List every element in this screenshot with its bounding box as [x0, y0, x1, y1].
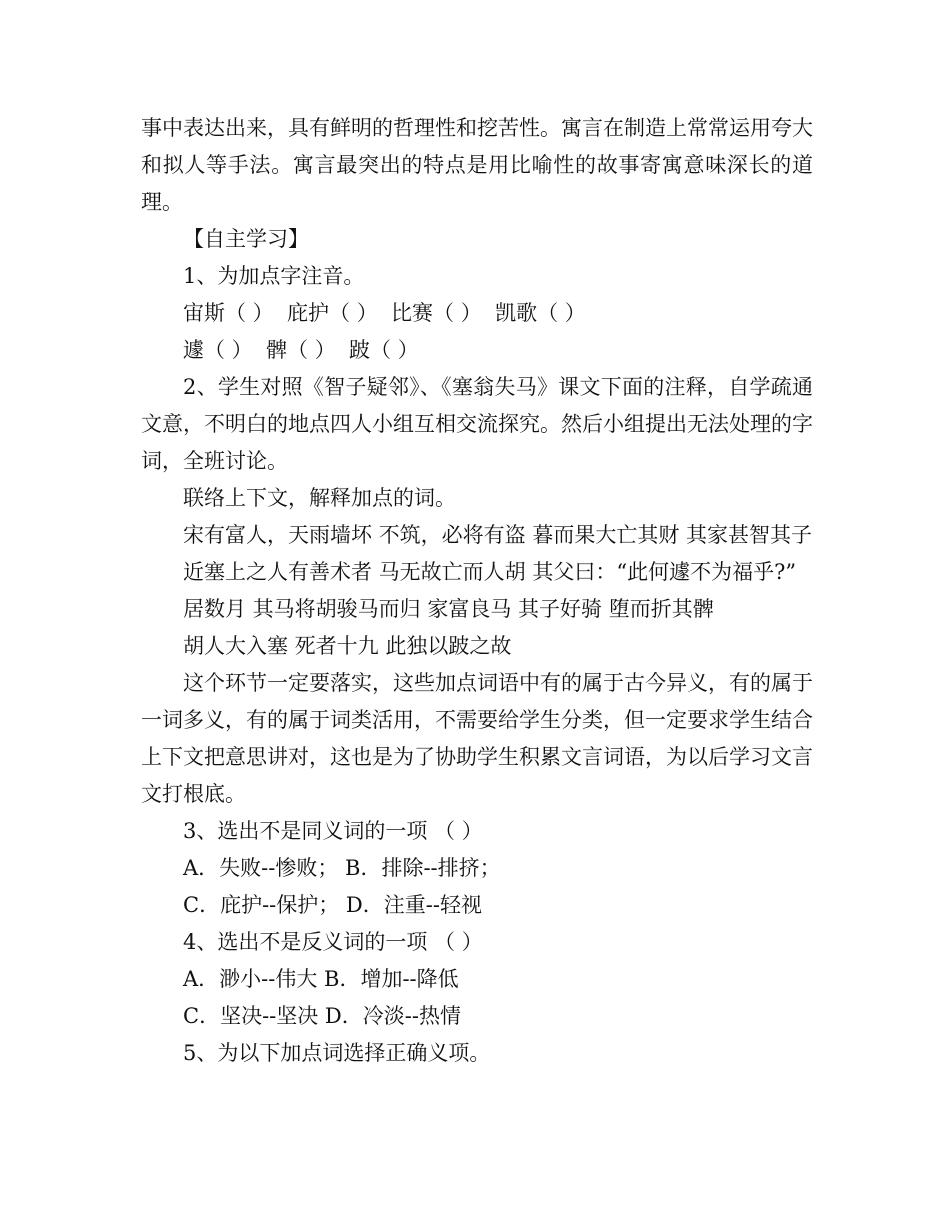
pinyin-line-1: 宙斯（ ） 庇护（ ） 比赛（ ） 凯歌（ ） — [183, 301, 586, 325]
heading-self-study: 【自主学习】 — [183, 227, 309, 251]
question-4: 4、选出不是反义词的一项 （ ） — [183, 930, 483, 954]
sentence-group-1: 宋有富人，天雨墙坏 不筑，必将有盗 暮而果大亡其财 其家甚智其子 — [183, 523, 813, 547]
paragraph-teaching-note: 这个环节一定要落实，这些加点词语中有的属于古今异义，有的属于一词多义，有的属于词类活用，不需要给学生分类，但一定要求学生结合上下文把意思讲对，这也是为了协助学生积累文言词语，为以后学习文言文打根底。 — [141, 671, 813, 806]
question-5: 5、为以下加点词选择正确义项。 — [183, 1041, 491, 1065]
sentence-group-2: 近塞上之人有善术者 马无故亡而人胡 其父曰：“此何遽不为福乎?” — [183, 560, 797, 584]
paragraph-fable-description: 事中表达出来，具有鲜明的哲理性和挖苦性。寓言在制造上常常运用夸大和拟人等手法。寓言最突出的特点是用比喻性的故事寄寓意味深长的道理。 — [141, 116, 813, 214]
question-4-options-ab: A．渺小--伟大 B．增加--降低 — [183, 967, 459, 991]
question-3-options-ab: A．失败--惨败； B．排除--排挤； — [183, 856, 501, 880]
sentence-group-4: 胡人大入塞 死者十九 此独以跛之故 — [183, 634, 512, 658]
question-1: 1、为加点字注音。 — [183, 264, 365, 288]
instruction-explain-words: 联络上下文，解释加点的词。 — [183, 486, 456, 510]
sentence-group-3: 居数月 其马将胡骏马而归 家富良马 其子好骑 堕而折其髀 — [183, 597, 714, 621]
question-2: 2、学生对照《智子疑邻》、《塞翁失马》课文下面的注释，自学疏通文意，不明白的地点四人小组互相交流探究。然后小组提出无法处理的字词，全班讨论。 — [141, 375, 813, 473]
question-3-options-cd: C．庇护--保护； D．注重--轻视 — [183, 893, 482, 917]
document-body — [141, 110, 813, 1072]
question-3: 3、选出不是同义词的一项 （ ） — [183, 819, 483, 843]
pinyin-line-2: 遽（ ） 髀（ ） 跛（ ） — [183, 338, 419, 362]
question-4-options-cd: C．坚决--坚决 D．冷淡--热情 — [183, 1004, 461, 1028]
